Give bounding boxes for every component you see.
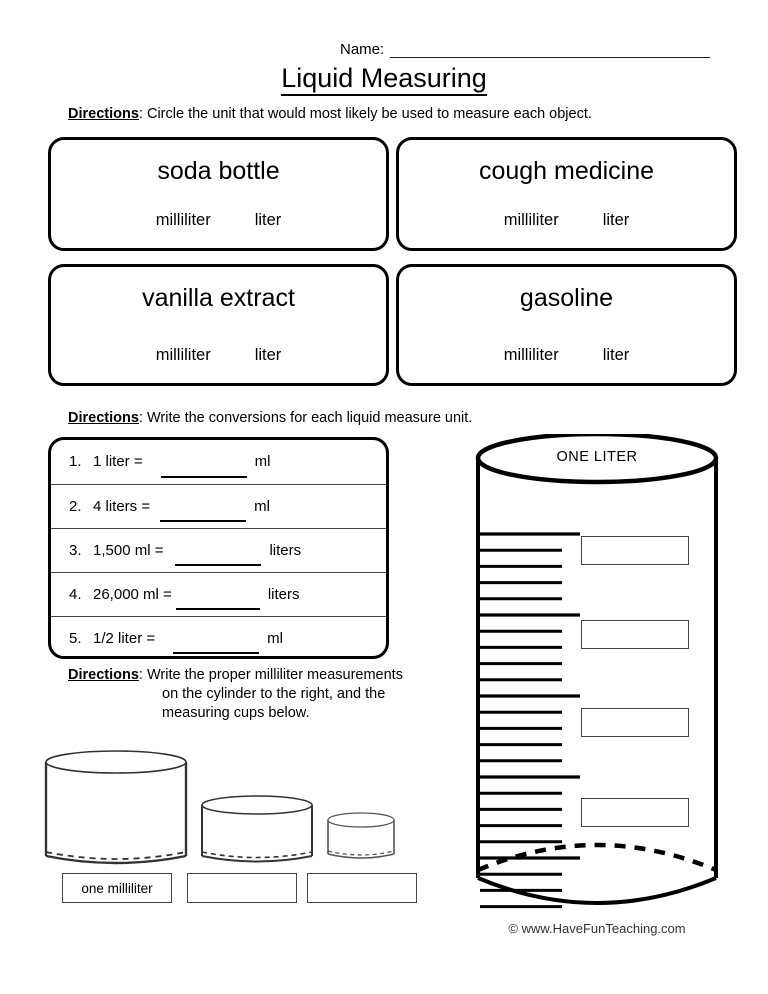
name-write-line[interactable]: [390, 43, 710, 58]
conversion-unit: ml: [254, 497, 270, 515]
choice-box-vanilla-extract[interactable]: [48, 264, 389, 386]
choice-box-soda-bottle[interactable]: [48, 137, 389, 251]
conversion-answer-line[interactable]: [176, 593, 260, 610]
conversion-unit: ml: [267, 629, 283, 647]
choice-object-label: vanilla extract: [142, 284, 295, 312]
choice-unit-options: [51, 210, 386, 230]
cup-answer-box-large[interactable]: one milliliter: [62, 873, 172, 903]
choice-object-label: cough medicine: [478, 157, 655, 185]
unit-option-liter[interactable]: liter: [254, 346, 282, 364]
name-field-row: [340, 42, 710, 58]
conversion-number: 5.: [69, 629, 82, 647]
unit-option-milliliter[interactable]: milliliter: [503, 346, 559, 364]
conversion-row[interactable]: [51, 616, 386, 660]
unit-option-milliliter[interactable]: milliliter: [155, 211, 211, 229]
directions-label: Directions: [68, 410, 139, 426]
one-liter-cylinder: [462, 434, 732, 914]
unit-option-milliliter[interactable]: milliliter: [503, 211, 559, 229]
conversion-number: 1.: [69, 453, 82, 470]
choice-object-label: soda bottle: [157, 157, 280, 185]
cup-answer-box-medium[interactable]: [187, 873, 297, 903]
cylinder-capacity-label: ONE LITER: [556, 449, 638, 465]
unit-option-liter[interactable]: liter: [254, 211, 282, 229]
cylinder-answer-box[interactable]: [581, 620, 689, 649]
conversion-expression: 1 liter =: [93, 453, 143, 470]
page-title: [0, 62, 768, 94]
cylinder-answer-box[interactable]: [581, 708, 689, 737]
directions-text-line3: measuring cups below.: [162, 705, 310, 721]
directions-text: : Write the conversions for each liquid measure unit.: [138, 410, 473, 426]
cylinder-answer-box[interactable]: [581, 536, 689, 565]
measuring-cup-large: [46, 751, 186, 863]
choice-unit-options: [399, 345, 734, 365]
measuring-cups-group: [32, 748, 432, 923]
conversion-expression: 26,000 ml =: [93, 585, 172, 603]
conversion-number: 3.: [69, 541, 82, 559]
measuring-cups-graphic: [32, 748, 432, 878]
directions-label: Directions: [68, 106, 139, 122]
cylinder-answer-box[interactable]: [581, 798, 689, 827]
conversion-number: 2.: [69, 497, 82, 515]
directions-text-line1: : Write the proper milliliter measurements: [138, 667, 403, 683]
directions-circle-unit: [68, 105, 592, 124]
conversion-unit: liters: [267, 585, 300, 603]
conversion-unit: ml: [254, 453, 271, 470]
conversion-answer-line[interactable]: [173, 637, 259, 654]
conversion-number: 4.: [69, 585, 82, 603]
unit-option-milliliter[interactable]: milliliter: [155, 346, 211, 364]
name-label: Name:: [340, 41, 385, 58]
conversion-answer-line[interactable]: [160, 505, 246, 522]
directions-write-conversions: [68, 409, 472, 428]
conversion-row[interactable]: [51, 484, 386, 528]
conversion-expression: 4 liters =: [93, 497, 151, 515]
choice-box-cough-medicine[interactable]: [396, 137, 737, 251]
measuring-cup-medium: [202, 796, 312, 862]
conversion-expression: 1,500 ml =: [93, 541, 164, 559]
cylinder-graduation-ticks: [480, 534, 580, 907]
directions-text-line2: on the cylinder to the right, and the: [162, 686, 386, 702]
choice-object-label: gasoline: [519, 284, 614, 312]
conversion-expression: 1/2 liter =: [93, 629, 156, 647]
directions-text: : Circle the unit that would most likely be used to measure each object.: [138, 106, 592, 122]
conversion-answer-line[interactable]: [175, 549, 261, 566]
conversion-row[interactable]: [51, 440, 386, 484]
unit-option-liter[interactable]: liter: [602, 346, 630, 364]
directions-cylinder-measurements: [68, 666, 468, 723]
directions-label: Directions: [68, 667, 139, 683]
unit-option-liter[interactable]: liter: [602, 211, 630, 229]
page-title-text: Liquid Measuring: [281, 63, 487, 96]
conversion-unit: liters: [269, 541, 302, 559]
footer-credit: © www.HaveFunTeaching.com: [508, 921, 686, 936]
measuring-cup-small: [328, 813, 394, 858]
conversions-box: [48, 437, 389, 659]
conversion-row[interactable]: [51, 528, 386, 572]
conversion-answer-line[interactable]: [161, 461, 247, 478]
cylinder-graphic: [462, 434, 732, 914]
cup-answer-box-small[interactable]: [307, 873, 417, 903]
choice-box-gasoline[interactable]: [396, 264, 737, 386]
choice-unit-options: [399, 210, 734, 230]
choice-unit-options: [51, 345, 386, 365]
conversion-row[interactable]: [51, 572, 386, 616]
